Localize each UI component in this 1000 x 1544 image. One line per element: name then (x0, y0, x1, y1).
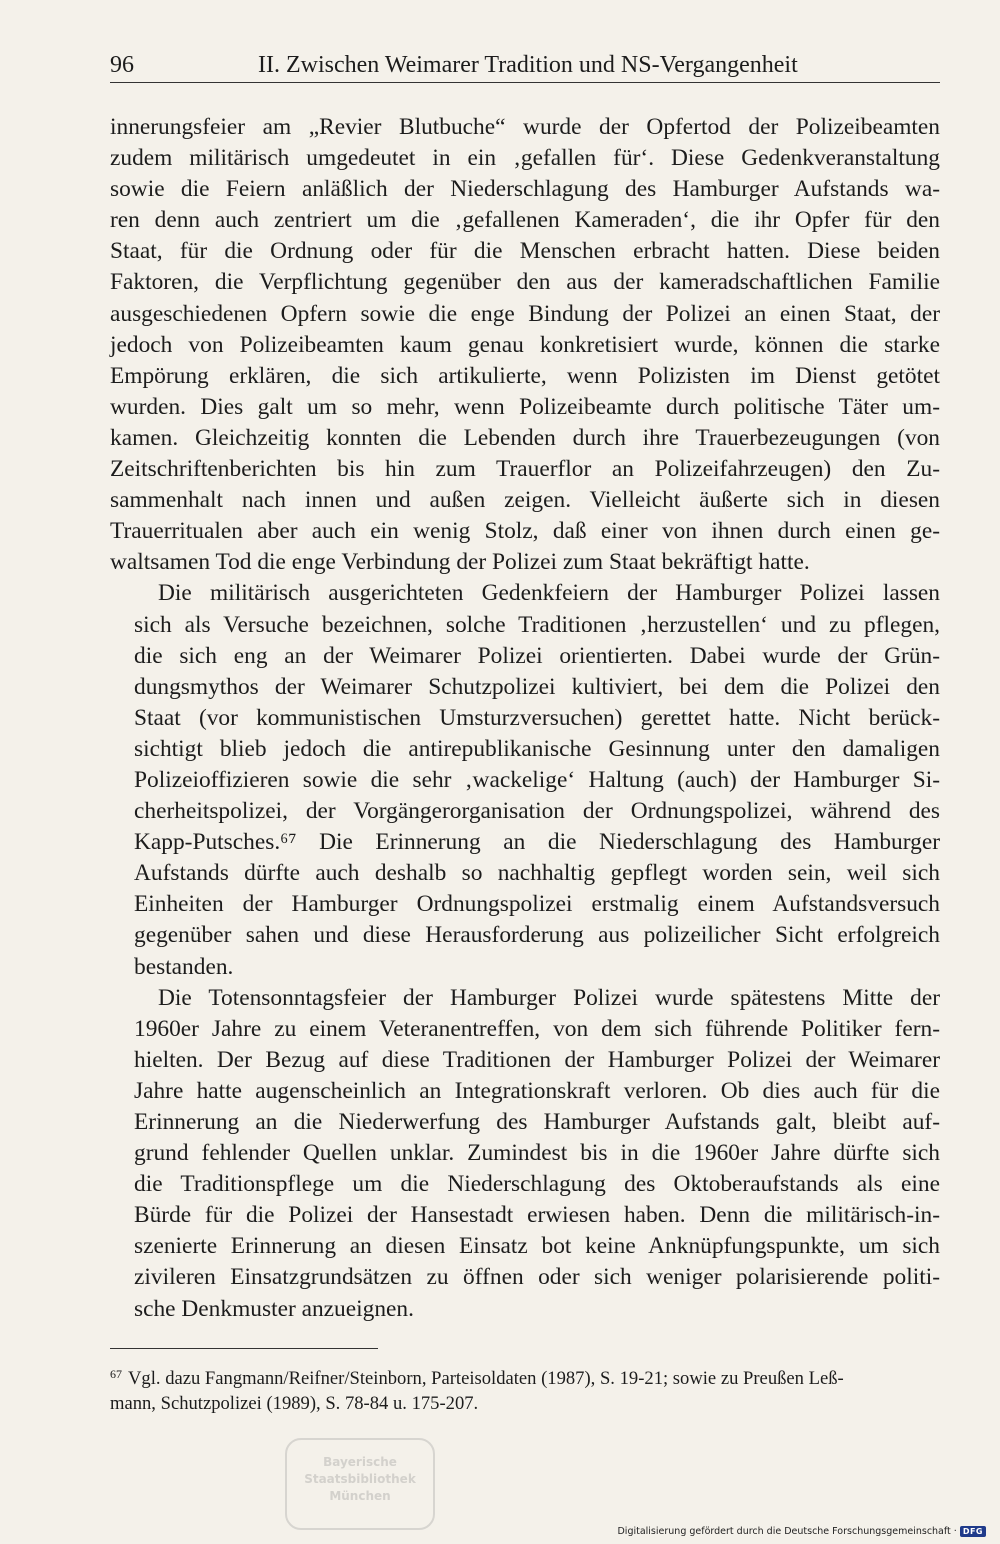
footnote-divider (110, 1348, 378, 1349)
text-line: wurden. Dies galt um so mehr, wenn Polizeibeamte durch politische Täter um- (110, 393, 940, 420)
credit-text: Digitalisierung gefördert durch die Deutsche Forschungsgemeinschaft · (617, 1526, 957, 1537)
text-line: Einheiten der Hamburger Ordnungspolizei erstmalig einem Aufstandsversuch (134, 891, 940, 918)
text-line: zivileren Einsatzgrundsätzen zu öffnen oder sich weniger polarisierende politi- (134, 1264, 940, 1291)
footnote-text: Vgl. dazu Fangmann/Reifner/Steinborn, Parteisoldaten (1987), S. 19-21; sowie zu Preußen Leß- (128, 1368, 844, 1389)
text-line: bestanden. (134, 953, 234, 980)
text-line: jedoch von Polizeibeamten kaum genau konkretisiert wurde, können die starke (110, 331, 940, 358)
dfg-logo-icon: DFG (960, 1526, 986, 1537)
text-line: szenierte Erinnerung an diesen Einsatz bot keine Anknüpfungspunkte, um sich (134, 1233, 940, 1260)
page-number: 96 (110, 52, 134, 78)
text-line: sichtigt blieb jedoch die antirepublikanische Gesinnung unter den damaligen (134, 735, 940, 762)
text-line: sammenhalt nach innen und außen zeigen. Vielleicht äußerte sich in diesen (110, 487, 940, 514)
paragraph (110, 983, 940, 1325)
text-line: Jahre hatte augenscheinlich an Integrationskraft verloren. Ob dies auch für die (134, 1077, 940, 1104)
text-line: Aufstands dürfte auch deshalb so nachhaltig gepflegt worden sein, weil sich (134, 860, 940, 887)
text-line: Faktoren, die Verpflichtung gegenüber den aus der kameradschaftlichen Familie (110, 269, 940, 296)
text-line: Erinnerung an die Niederwerfung des Hamburger Aufstands galt, bleibt auf- (134, 1109, 940, 1135)
text-line: cherheitspolizei, der Vorgängerorganisation der Ordnungspolizei, während des (134, 798, 940, 825)
text-line: zudem militärisch umgedeutet in ein ‚gefallen für‘. Diese Gedenkveranstaltung (110, 145, 940, 172)
running-title: II. Zwischen Weimarer Tradition und NS-Vergangenheit (258, 52, 798, 78)
text-line: kamen. Gleichzeitig konnten die Lebenden durch ihre Trauerbezeugungen (von (110, 424, 940, 451)
running-header (110, 48, 940, 83)
digitization-credit (617, 1526, 986, 1537)
footnote-line: mann, Schutzpolizei (1989), S. 78-84 u. 175-207. (110, 1393, 479, 1414)
text-line: ren denn auch zentriert um die ‚gefallenen Kameraden‘, die ihr Opfer für den (110, 207, 940, 234)
footnote-marker: 67 (110, 1367, 122, 1381)
text-line: gegenüber sahen und diese Herausforderung aus polizeilicher Sicht erfolgreich (134, 922, 940, 949)
text-line: die Traditionspflege um die Niederschlagung des Oktoberaufstands als eine (134, 1171, 940, 1198)
footnote (110, 1362, 940, 1416)
text-line: Kapp-Putsches.⁶⁷ Die Erinnerung an die Niederschlagung des Hamburger (134, 829, 940, 856)
text-line: 1960er Jahre zu einem Veteranentreffen, von dem sich führende Politiker fern- (134, 1015, 940, 1042)
text-line: waltsamen Tod die enge Verbindung der Polizei zum Staat bekräftigt hatte. (110, 549, 810, 576)
text-line: sche Denkmuster anzueignen. (134, 1295, 414, 1322)
body-text (110, 112, 940, 1325)
paragraph (110, 112, 940, 578)
text-line: Empörung erklären, die sich artikulierte, wenn Polizisten im Dienst getötet (110, 362, 940, 389)
text-line: hielten. Der Bezug auf diese Traditionen der Hamburger Polizei der Weimarer (134, 1046, 940, 1073)
text-line: innerungsfeier am „Revier Blutbuche“ wurde der Opfertod der Polizeibeamten (110, 114, 940, 140)
text-line: Staat (vor kommunistischen Umsturzversuchen) gerettet hatte. Nicht berück- (134, 704, 940, 731)
text-line: Staat, für die Ordnung oder für die Menschen erbracht hatten. Diese beiden (110, 238, 940, 265)
text-line: die sich eng an der Weimarer Polizei orientierten. Dabei wurde der Grün- (134, 642, 940, 669)
text-line: sowie die Feiern anläßlich der Niederschlagung des Hamburger Aufstands wa- (110, 176, 940, 203)
text-line: sich als Versuche bezeichnen, solche Traditionen ‚herzustellen‘ und zu pflegen, (134, 611, 940, 638)
library-stamp (285, 1438, 435, 1530)
stamp-line: München (329, 1489, 391, 1503)
text-line: Die militärisch ausgerichteten Gedenkfeiern der Hamburger Polizei lassen (158, 580, 940, 607)
text-line: Die Totensonntagsfeier der Hamburger Polizei wurde spätestens Mitte der (158, 984, 940, 1011)
footnote-line (110, 1362, 940, 1391)
text-line: Zeitschriftenberichten bis hin zum Trauerflor an Polizeifahrzeugen) den Zu- (110, 456, 940, 483)
text-line: Trauerritualen aber auch ein wenig Stolz, daß einer von ihnen durch einen ge- (110, 518, 940, 545)
text-line: ausgeschiedenen Opfern sowie die enge Bindung der Polizei an einen Staat, der (110, 300, 940, 327)
text-line: Polizeioffizieren sowie die sehr ‚wackelige‘ Haltung (auch) der Hamburger Si- (134, 766, 940, 793)
stamp-line: Staatsbibliothek (304, 1472, 416, 1486)
text-line: grund fehlender Quellen unklar. Zumindest bis in die 1960er Jahre dürfte sich (134, 1140, 940, 1167)
text-line: dungsmythos der Weimarer Schutzpolizei kultiviert, bei dem die Polizei den (134, 673, 940, 700)
text-line: Bürde für die Polizei der Hansestadt erwiesen haben. Denn die militärisch-in- (134, 1202, 940, 1229)
stamp-line: Bayerische (323, 1455, 397, 1469)
paragraph (110, 578, 940, 982)
